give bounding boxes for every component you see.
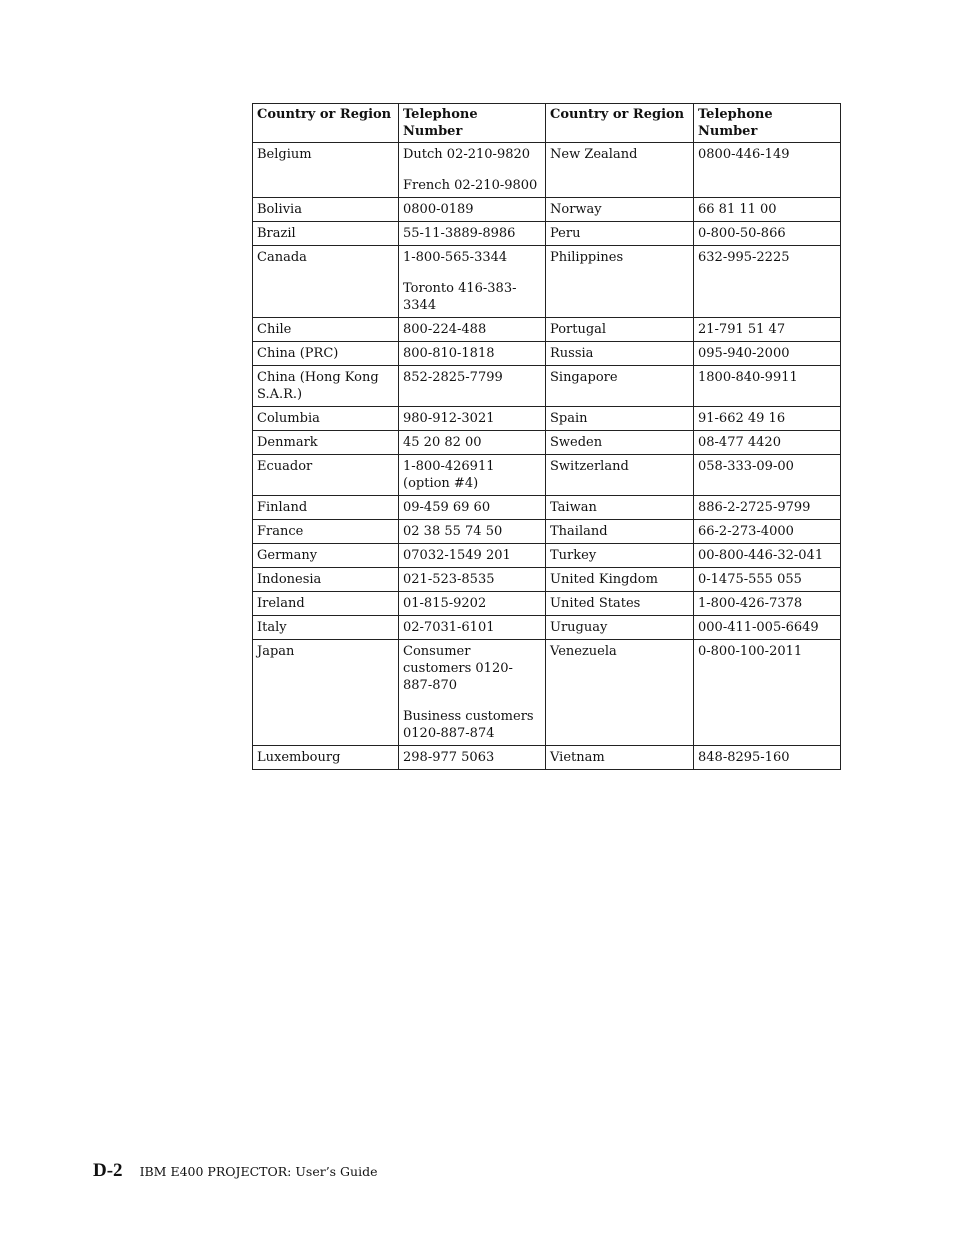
table-row [253, 366, 841, 407]
cell-text: 09-459 69 60 [403, 500, 491, 515]
country-cell [253, 544, 399, 568]
table-row [253, 143, 841, 198]
telephone-cell [694, 568, 841, 592]
cell-text: Taiwan [550, 500, 597, 515]
cell-text: Bolivia [257, 202, 302, 217]
table-row [253, 318, 841, 342]
cell-text: 02 38 55 74 50 [403, 524, 503, 539]
cell-text: Vietnam [550, 750, 605, 765]
table-body [253, 143, 841, 770]
cell-text: Peru [550, 226, 581, 241]
cell-text: Venezuela [550, 644, 617, 659]
cell-text: 1-800-426-7378 [698, 596, 803, 611]
cell-text: Denmark [257, 435, 318, 450]
cell-text: France [257, 524, 304, 539]
cell-text: 08-477 4420 [698, 435, 781, 450]
header-telephone-number: Telephone Number [399, 104, 546, 143]
cell-text: 632-995-2225 [698, 250, 790, 265]
telephone-cell [694, 318, 841, 342]
telephone-cell [694, 616, 841, 640]
cell-text: Norway [550, 202, 602, 217]
country-cell [253, 455, 399, 496]
cell-text: 45 20 82 00 [403, 435, 482, 450]
country-cell [253, 496, 399, 520]
cell-text: Toronto 416-383-3344 [403, 281, 517, 313]
cell-text: United States [550, 596, 641, 611]
cell-text: 000-411-005-6649 [698, 620, 819, 635]
country-cell [253, 198, 399, 222]
country-cell [546, 246, 694, 318]
cell-text: 0-800-100-2011 [698, 644, 803, 659]
telephone-cell [694, 342, 841, 366]
country-cell [546, 318, 694, 342]
country-cell [253, 640, 399, 746]
cell-text: New Zealand [550, 147, 638, 162]
telephone-cell [694, 520, 841, 544]
cell-text: China (Hong Kong S.A.R.) [257, 370, 379, 402]
cell-text: 55-11-3889-8986 [403, 226, 516, 241]
telephone-cell [399, 222, 546, 246]
telephone-cell [399, 342, 546, 366]
cell-text: 852-2825-7799 [403, 370, 503, 385]
country-cell [253, 246, 399, 318]
cell-text: Singapore [550, 370, 618, 385]
cell-text: Business customers 0120-887-874 [403, 709, 534, 741]
cell-text: 1800-840-9911 [698, 370, 798, 385]
country-cell [546, 222, 694, 246]
cell-text: 058-333-09-00 [698, 459, 794, 474]
table-row [253, 496, 841, 520]
country-cell [546, 616, 694, 640]
table-row [253, 455, 841, 496]
cell-text: 66-2-273-4000 [698, 524, 794, 539]
telephone-cell [399, 640, 546, 746]
cell-text: Portugal [550, 322, 607, 337]
cell-text: 0800-0189 [403, 202, 474, 217]
country-cell [253, 431, 399, 455]
telephone-cell [694, 198, 841, 222]
telephone-cell [399, 568, 546, 592]
cell-text: 21-791 51 47 [698, 322, 786, 337]
country-cell [546, 568, 694, 592]
country-cell [546, 496, 694, 520]
country-cell [546, 544, 694, 568]
cell-text: Germany [257, 548, 318, 563]
cell-text: Luxembourg [257, 750, 341, 765]
country-cell [546, 431, 694, 455]
telephone-cell [399, 616, 546, 640]
cell-text: 800-810-1818 [403, 346, 495, 361]
country-cell [546, 143, 694, 198]
cell-text: 1-800-565-3344 [403, 250, 508, 265]
cell-text: 800-224-488 [403, 322, 487, 337]
cell-text: Russia [550, 346, 594, 361]
table-row [253, 520, 841, 544]
table-row [253, 616, 841, 640]
telephone-cell [694, 407, 841, 431]
telephone-cell [399, 143, 546, 198]
cell-text: 021-523-8535 [403, 572, 495, 587]
cell-text: French 02-210-9800 [403, 178, 538, 193]
cell-text: 980-912-3021 [403, 411, 495, 426]
table-row [253, 407, 841, 431]
country-cell [253, 520, 399, 544]
telephone-cell [694, 431, 841, 455]
telephone-cell [399, 246, 546, 318]
cell-text: Philippines [550, 250, 624, 265]
country-cell [546, 198, 694, 222]
document-title: IBM E400 PROJECTOR: User’s Guide [139, 1164, 378, 1179]
cell-text: Brazil [257, 226, 296, 241]
telephone-cell [694, 544, 841, 568]
cell-text: 1-800-426911 (option #4) [403, 459, 495, 491]
telephone-number-table [252, 103, 841, 770]
cell-text: Switzerland [550, 459, 629, 474]
telephone-cell [399, 318, 546, 342]
country-cell [253, 366, 399, 407]
country-cell [546, 640, 694, 746]
header-country-or-region: Country or Region [253, 104, 399, 143]
telephone-cell [694, 222, 841, 246]
cell-text: United Kingdom [550, 572, 658, 587]
table-row [253, 431, 841, 455]
cell-text: 095-940-2000 [698, 346, 790, 361]
cell-text: Japan [257, 644, 295, 659]
telephone-cell [694, 746, 841, 770]
cell-text: Italy [257, 620, 287, 635]
cell-text: Indonesia [257, 572, 322, 587]
page-footer [93, 1160, 377, 1182]
cell-text: 02-7031-6101 [403, 620, 495, 635]
telephone-cell [694, 246, 841, 318]
cell-text: 91-662 49 16 [698, 411, 786, 426]
cell-text: Finland [257, 500, 308, 515]
cell-text: Turkey [550, 548, 597, 563]
table-row [253, 342, 841, 366]
header-telephone-number: Telephone Number [694, 104, 841, 143]
cell-text: 00-800-446-32-041 [698, 548, 824, 563]
table-row [253, 746, 841, 770]
telephone-cell [399, 746, 546, 770]
telephone-cell [694, 455, 841, 496]
telephone-cell [399, 407, 546, 431]
telephone-cell [694, 366, 841, 407]
country-cell [253, 616, 399, 640]
cell-text: 0-800-50-866 [698, 226, 786, 241]
table-header-row [253, 104, 841, 143]
country-cell [546, 455, 694, 496]
table-row [253, 222, 841, 246]
country-cell [253, 592, 399, 616]
cell-text: China (PRC) [257, 346, 339, 361]
country-cell [546, 366, 694, 407]
country-cell [253, 746, 399, 770]
cell-text: Consumer customers 0120-887-870 [403, 644, 513, 693]
cell-text: 848-8295-160 [698, 750, 790, 765]
table-row [253, 198, 841, 222]
header-country-or-region: Country or Region [546, 104, 694, 143]
table-row [253, 640, 841, 746]
country-cell [253, 222, 399, 246]
cell-text: 886-2-2725-9799 [698, 500, 811, 515]
country-cell [253, 407, 399, 431]
country-cell [546, 407, 694, 431]
cell-text: 66 81 11 00 [698, 202, 777, 217]
cell-text: 01-815-9202 [403, 596, 487, 611]
telephone-cell [694, 640, 841, 746]
country-cell [546, 746, 694, 770]
telephone-cell [694, 592, 841, 616]
table-row [253, 568, 841, 592]
cell-text: 0-1475-555 055 [698, 572, 802, 587]
cell-text: Ecuador [257, 459, 313, 474]
telephone-cell [694, 143, 841, 198]
country-cell [546, 592, 694, 616]
cell-text: Thailand [550, 524, 608, 539]
page-number: D-2 [93, 1160, 123, 1181]
country-cell [546, 342, 694, 366]
cell-text: Dutch 02-210-9820 [403, 147, 531, 162]
telephone-cell [399, 198, 546, 222]
table-row [253, 544, 841, 568]
cell-text: Spain [550, 411, 588, 426]
country-cell [253, 143, 399, 198]
telephone-cell [399, 520, 546, 544]
telephone-cell [399, 431, 546, 455]
telephone-cell [399, 544, 546, 568]
country-cell [253, 318, 399, 342]
cell-text: 0800-446-149 [698, 147, 790, 162]
telephone-cell [399, 366, 546, 407]
telephone-cell [399, 496, 546, 520]
cell-text: Sweden [550, 435, 603, 450]
cell-text: Belgium [257, 147, 312, 162]
cell-text: Ireland [257, 596, 305, 611]
telephone-cell [399, 455, 546, 496]
telephone-cell [399, 592, 546, 616]
cell-text: Uruguay [550, 620, 608, 635]
country-cell [253, 342, 399, 366]
cell-text: 07032-1549 201 [403, 548, 511, 563]
telephone-cell [694, 496, 841, 520]
cell-text: 298-977 5063 [403, 750, 495, 765]
table-row [253, 246, 841, 318]
cell-text: Chile [257, 322, 292, 337]
country-cell [253, 568, 399, 592]
table-row [253, 592, 841, 616]
cell-text: Columbia [257, 411, 320, 426]
country-cell [546, 520, 694, 544]
cell-text: Canada [257, 250, 307, 265]
